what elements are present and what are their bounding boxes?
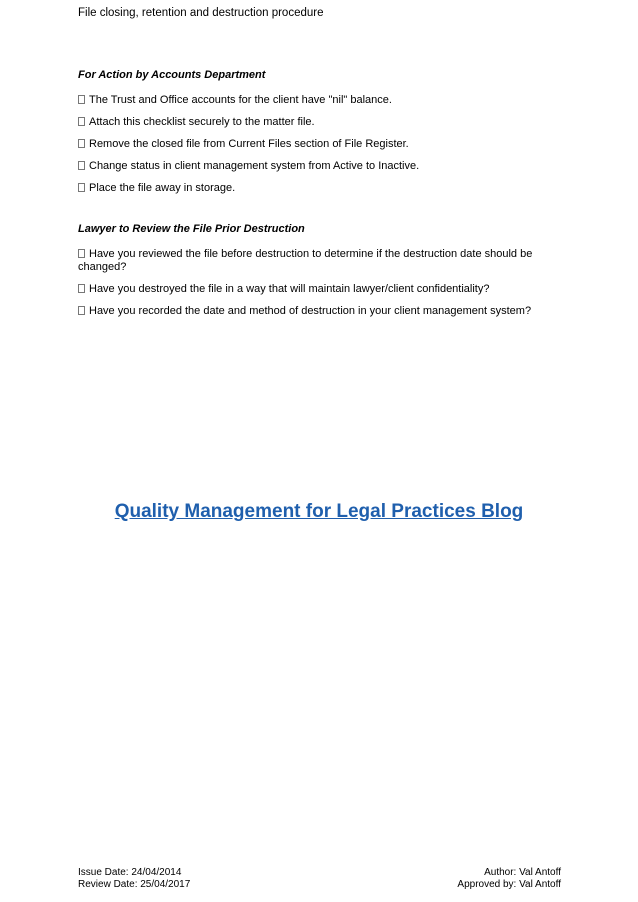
author: Author: Val Antoff — [484, 867, 561, 878]
checklist-item: Attach this checklist securely to the matter file. — [78, 116, 548, 129]
blog-link[interactable]: Quality Management for Legal Practices Blog — [114, 501, 524, 522]
checklist-item: Have you recorded the date and method of destruction in your client management system? — [78, 305, 548, 318]
footer-dates — [78, 867, 190, 891]
checkbox-icon[interactable] — [78, 139, 85, 148]
lawyer-section-heading: Lawyer to Review the File Prior Destruction — [78, 223, 305, 235]
accounts-section-heading: For Action by Accounts Department — [78, 69, 266, 81]
footer-authors — [457, 867, 561, 891]
review-date: Review Date: 25/04/2017 — [78, 879, 191, 890]
checkbox-icon[interactable] — [78, 95, 85, 104]
checklist-item: Have you reviewed the file before destruction to determine if the destruction date should be changed? — [78, 248, 533, 273]
checklist-item: Remove the closed file from Current Files section of File Register. — [78, 138, 548, 151]
page-header: File closing, retention and destruction procedure — [78, 7, 324, 19]
checklist-item: Have you destroyed the file in a way that will maintain lawyer/client confidentiality? — [78, 283, 548, 296]
checkbox-icon[interactable] — [78, 249, 85, 258]
accounts-section — [78, 69, 548, 204]
checklist-item: Place the file away in storage. — [78, 182, 548, 195]
checklist-item: Change status in client management system from Active to Inactive. — [78, 160, 548, 173]
approved-by: Approved by: Val Antoff — [457, 879, 561, 890]
checkbox-icon[interactable] — [78, 306, 85, 315]
issue-date: Issue Date: 24/04/2014 — [78, 867, 182, 878]
checkbox-icon[interactable] — [78, 183, 85, 192]
lawyer-section — [78, 223, 548, 327]
checkbox-icon[interactable] — [78, 117, 85, 126]
checkbox-icon[interactable] — [78, 161, 85, 170]
checkbox-icon[interactable] — [78, 284, 85, 293]
checklist-item: The Trust and Office accounts for the client have "nil" balance. — [78, 94, 548, 107]
